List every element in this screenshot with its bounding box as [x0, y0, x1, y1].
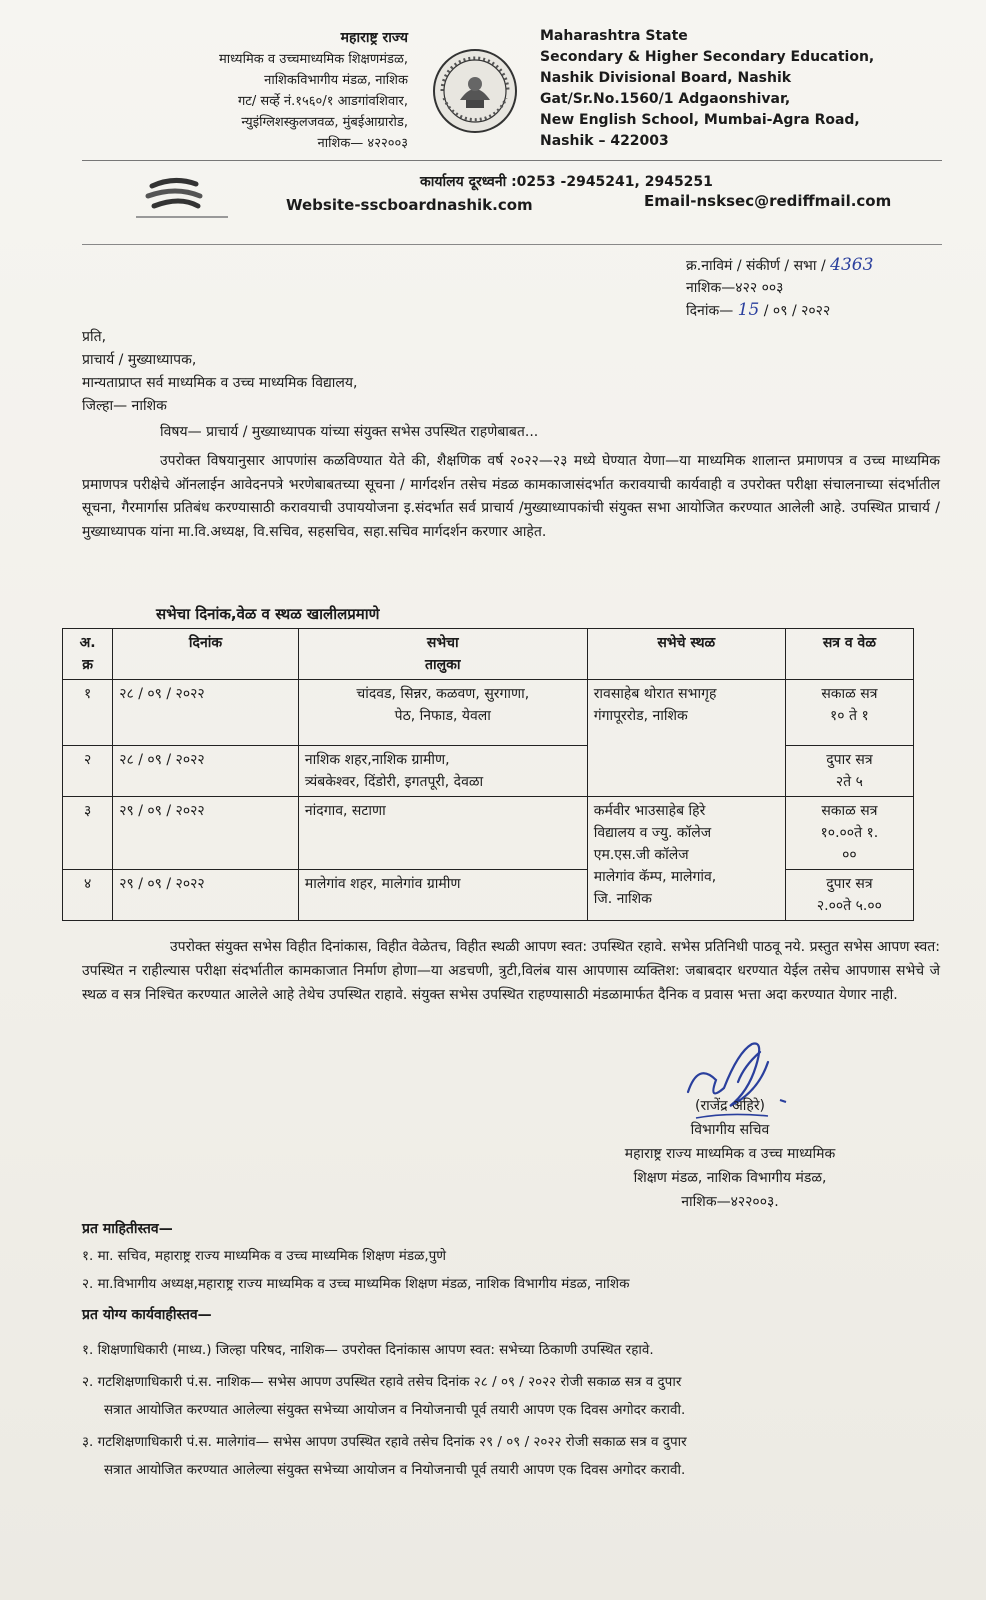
- cell-text: २ते ५: [835, 774, 863, 790]
- cell-taluka: मालेगांव शहर, मालेगांव ग्रामीण: [298, 870, 587, 921]
- header-english-line: Nashik – 422003: [540, 133, 669, 149]
- cell-date: २८ / ०९ / २०२२: [113, 746, 299, 797]
- reference-prefix: क्र.नाविमं / संकीर्ण / सभा /: [686, 258, 826, 274]
- subject-line: विषय— प्राचार्य / मुख्याध्यापक यांच्या संयुक्त सभेस उपस्थित राहणेबाबत...: [160, 424, 539, 440]
- addressee-line: मान्यताप्राप्त सर्व माध्यमिक व उच्च माध्यमिक विद्यालय,: [82, 375, 358, 391]
- signatory-line: महाराष्ट्र राज्य माध्यमिक व उच्च माध्यमिक: [624, 1146, 836, 1162]
- cell-text: चांदवड, सिन्नर, कळवण, सुरगाणा,: [356, 686, 530, 702]
- cell-text: पेठ, निफाड, येवला: [394, 708, 491, 724]
- table-row: [63, 797, 914, 870]
- cell-text: गंगापूररोड, नाशिक: [593, 708, 688, 724]
- header-marathi-line: नाशिकविभागीय मंडळ, नाशिक: [264, 73, 408, 88]
- cell-text: त्र्यंबकेश्वर, दिंडोरी, इगतपूरी, देवळा: [304, 774, 484, 790]
- addressee-line: प्रति,: [82, 329, 107, 345]
- copies-info-heading: प्रत माहितीस्तव—: [82, 1221, 173, 1237]
- header-venue: सभेचे स्थळ: [587, 629, 785, 680]
- header-marathi-line: गट/ सर्व्हे नं.१५६०/१ आडगांवशिवार,: [237, 94, 408, 109]
- cell-taluka: [298, 746, 587, 797]
- copies-section: [82, 1216, 962, 1484]
- cell-session: [785, 746, 913, 797]
- header-english-line: Gat/Sr.No.1560/1 Adgaonshivar,: [540, 91, 791, 107]
- cell-session: [785, 797, 913, 870]
- copies-action-item: ३. गटशिक्षणाधिकारी पं.स. मालेगांव— सभेस आपण उपस्थित रहावे तसेच दिनांक २९ / ०९ / २०२२ रोजी सकाळ सत्र व दुपार: [82, 1434, 687, 1450]
- header-marathi-line: न्युइंग्लिशस्कुलजवळ, मुंबईआग्रारोड,: [241, 115, 408, 130]
- website-text: Website-sscboardnashik.com: [286, 196, 533, 214]
- copies-action-item: १. शिक्षणाधिकारी (माध्य.) जिल्हा परिषद, नाशिक— उपरोक्त दिनांकास आपण स्वत: सभेच्या ठिकाणी उपस्थित रहावे.: [82, 1342, 654, 1358]
- copies-action-item-continued: सत्रात आयोजित करण्यात आलेल्या संयुक्त सभेच्या आयोजन व नियोजनाची पूर्व तयारी आपण एक दिवस अगोदर करावी.: [104, 1402, 686, 1418]
- copies-action-item-continued: सत्रात आयोजित करण्यात आलेल्या संयुक्त सभेच्या आयोजन व नियोजनाची पूर्व तयारी आपण एक दिवस अगोदर करावी.: [104, 1462, 686, 1478]
- cell-taluka: [298, 680, 587, 746]
- copies-action-item: २. गटशिक्षणाधिकारी पं.स. नाशिक— सभेस आपण उपस्थित रहावे तसेच दिनांक २८ / ०९ / २०२२ रोजी सकाळ सत्र व दुपार: [82, 1374, 682, 1390]
- cell-text: सकाळ सत्र: [821, 686, 878, 702]
- cell-text: १०.००ते १.: [820, 825, 879, 841]
- cell-session: [785, 870, 913, 921]
- addressee-line: जिल्हा— नाशिक: [82, 398, 167, 414]
- date-prefix: दिनांक—: [686, 303, 734, 319]
- cell-taluka: नांदगाव, सटाणा: [298, 797, 587, 870]
- header-english-line: Maharashtra State: [540, 28, 688, 44]
- header-date: दिनांक: [113, 629, 299, 680]
- reference-number-handwritten: 4363: [830, 255, 874, 275]
- header-marathi-line: महाराष्ट्र राज्य: [340, 30, 408, 46]
- cell-text: नाशिक शहर,नाशिक ग्रामीण,: [304, 752, 450, 768]
- copies-info-item: १. मा. सचिव, महाराष्ट्र राज्य माध्यमिक व उच्च माध्यमिक शिक्षण मंडळ,पुणे: [82, 1248, 447, 1264]
- copies-info-item: २. मा.विभागीय अध्यक्ष,महाराष्ट्र राज्य माध्यमिक व उच्च माध्यमिक शिक्षण मंडळ, नाशिक विभागीय मंडळ, नाशिक: [82, 1276, 630, 1292]
- table-row: [63, 680, 914, 746]
- header-serial: [63, 629, 113, 680]
- cell-venue: [587, 680, 785, 797]
- cell-text: दुपार सत्र: [826, 752, 873, 768]
- header-marathi-address: [78, 28, 408, 154]
- cell-text: जि. नाशिक: [593, 891, 652, 907]
- header-marathi-line: नाशिक— ४२२००३: [317, 136, 408, 151]
- signatory-designation: विभागीय सचिव: [690, 1122, 770, 1138]
- header-divider: [82, 244, 942, 245]
- email-text: Email-nsksec@rediffmail.com: [644, 192, 892, 210]
- header-divider: [82, 160, 942, 161]
- cell-venue: [587, 797, 785, 921]
- reference-city-line: नाशिक—४२२ ००३: [686, 280, 784, 296]
- cell-session: [785, 680, 913, 746]
- cell-text: मालेगांव कॅम्प, मालेगांव,: [593, 869, 717, 885]
- cell-text: १० ते १: [830, 708, 869, 724]
- cell-text: रावसाहेब थोरात सभागृह: [593, 686, 717, 702]
- cell-date: २९ / ०९ / २०२२: [113, 797, 299, 870]
- date-suffix: / ०९ / २०२२: [763, 303, 831, 319]
- signatory-name: (राजेंद्र अहिरे): [694, 1098, 766, 1114]
- header-taluka-line: तालुका: [425, 657, 461, 673]
- reference-number-line: [686, 254, 873, 277]
- cell-serial: १: [63, 680, 113, 746]
- cell-text: विद्यालय व ज्यु. कॉलेज: [593, 825, 712, 841]
- meeting-schedule-table: [62, 628, 914, 921]
- cell-text: कर्मवीर भाउसाहेब हिरे: [593, 803, 706, 819]
- cell-text: ००: [842, 847, 857, 863]
- office-phone: कार्यालय दूरध्वनी :0253 -2945241, 2945251: [420, 174, 713, 190]
- table-title: सभेचा दिनांक,वेळ व स्थळ खालीलप्रमाणे: [156, 605, 380, 623]
- cell-date: २८ / ०९ / २०२२: [113, 680, 299, 746]
- signatory-line: नाशिक—४२२००३.: [681, 1194, 779, 1210]
- header-taluka-line: सभेचा: [426, 635, 459, 651]
- cell-text: २.००ते ५.००: [816, 898, 882, 914]
- cell-serial: ३: [63, 797, 113, 870]
- date-day-handwritten: 15: [737, 300, 760, 320]
- header-taluka: [298, 629, 587, 680]
- header-session: सत्र व वेळ: [785, 629, 913, 680]
- reference-date-line: [686, 299, 873, 322]
- table-header-row: [63, 629, 914, 680]
- addressee-block: [82, 326, 358, 418]
- cell-serial: २: [63, 746, 113, 797]
- body-paragraph-1: उपरोक्त विषयानुसार आपणांस कळविण्यात येते की, शैक्षणिक वर्ष २०२२—२३ मध्ये घेण्यात येणा—या माध्यमिक शालान्त प्रमाणपत्र व उच्च माध्यमिक प्रमाणपत्र परीक्षेचे ऑनलाईन आवेदनपत्रे भरणेबाबतच्या सूचना / मार्गदर्शन तसेच मंडळ कामकाजासंदर्भात करावयाची कार्यवाही व उपरोक्त परीक्षा संचालनाच्या संदर्भातील सूचना, गैरमार्गास प्रतिबंध करण्यासाठी करावयाची उपाययोजना इ.संदर्भात सर्व प्राचार्य /मुख्याध्यापकांची संयुक्त सभा आयोजित करण्यात आलेली आहे. उपस्थित प्राचार्य / मुख्याध्यापक यांना मा.वि.अध्यक्ष, वि.सचिव, सहसचिव, सहा.सचिव मार्गदर्शन करणार आहेत.: [82, 453, 940, 540]
- header-marathi-line: माध्यमिक व उच्चमाध्यमिक शिक्षणमंडळ,: [219, 52, 408, 67]
- cell-text: सकाळ सत्र: [821, 803, 878, 819]
- body-paragraph-2: उपरोक्त संयुक्त सभेस विहीत दिनांकास, विहीत वेळेतच, विहीत स्थळी आपण स्वत: उपस्थित रहावे. सभेस प्रतिनिधी पाठवू नये. प्रस्तुत सभेस आपण स्वत: उपस्थित न राहील्यास परीक्षा संदर्भातील कामकाजात निर्माण होणा—या अडचणी, त्रुटी,विलंब यास आपणास व्यक्तिश: जबाबदार धरण्यात येईल तसेच आपणास सभेचे जे स्थळ व सत्र निश्चित करण्यात आलेले आहे तेथेच उपस्थित राहावे. संयुक्त सभेस उपस्थित राहण्यासाठी मंडळामार्फत दैनिक व प्रवास भत्ता अदा करण्यात येणार नाही.: [82, 939, 940, 1003]
- copies-action-heading: प्रत योग्य कार्यवाहीस्तव—: [82, 1307, 212, 1323]
- table-row: [63, 746, 914, 797]
- table-row: [63, 870, 914, 921]
- header-english-line: Nashik Divisional Board, Nashik: [540, 70, 792, 86]
- board-logo-icon: [134, 174, 230, 224]
- signatory-block: [560, 1094, 900, 1214]
- cell-serial: ४: [63, 870, 113, 921]
- header-english-line: Secondary & Higher Secondary Education,: [540, 49, 875, 65]
- header-english-line: New English School, Mumbai-Agra Road,: [540, 112, 860, 128]
- header-serial-line: क्र: [82, 657, 93, 673]
- addressee-line: प्राचार्य / मुख्याध्यापक,: [82, 352, 197, 368]
- cell-text: एम.एस.जी कॉलेज: [593, 847, 689, 863]
- board-seal-icon: [432, 48, 518, 134]
- cell-date: २९ / ०९ / २०२२: [113, 870, 299, 921]
- reference-block: [686, 254, 873, 322]
- header-english-address: [540, 26, 980, 152]
- header-serial-line: अ.: [79, 635, 96, 651]
- signatory-line: शिक्षण मंडळ, नाशिक विभागीय मंडळ,: [633, 1170, 827, 1186]
- cell-text: दुपार सत्र: [826, 876, 873, 892]
